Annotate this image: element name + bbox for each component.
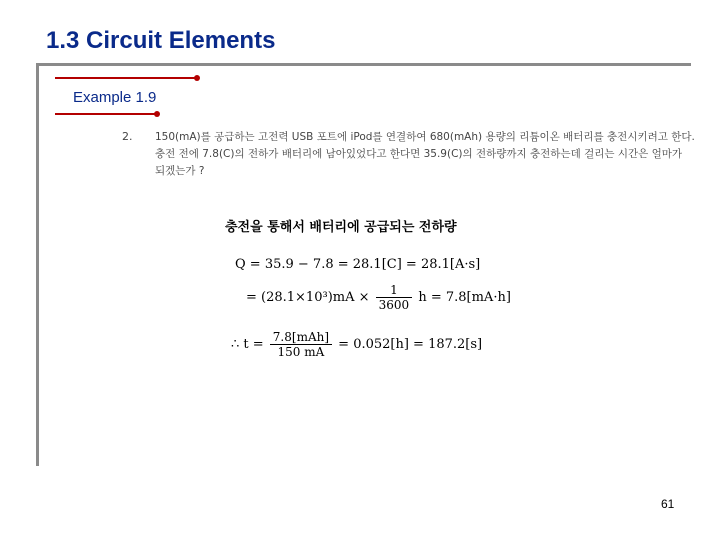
example-top-dot <box>194 75 200 81</box>
fraction-denominator: 3600 <box>378 298 410 312</box>
example-top-line <box>55 77 197 79</box>
slide-title: 1.3 Circuit Elements <box>46 27 276 54</box>
equation-subtitle: 충전을 통해서 배터리에 공급되는 전하량 <box>225 220 457 235</box>
title-divider <box>36 63 691 66</box>
equation-line-1 <box>231 252 481 278</box>
example-bottom-line <box>55 113 157 115</box>
equation-line-3-fraction <box>270 330 332 359</box>
equation-line-2-suffix: h = 7.8[mA·h] <box>418 290 511 305</box>
equation-line-2-prefix: = (28.1×10³)mA × <box>246 290 370 305</box>
fraction-numerator: 1 <box>376 283 413 298</box>
equation-line-3-prefix: ∴ t = <box>231 337 264 352</box>
example-bottom-dot <box>154 111 160 117</box>
example-label: Example 1.9 <box>73 89 157 106</box>
fraction-numerator: 7.8[mAh] <box>270 330 332 345</box>
page-number: 61 <box>661 497 675 511</box>
equation-line-1-text: Q = 35.9 − 7.8 = 28.1[C] = 28.1[A·s] <box>235 257 481 272</box>
equation-line-2-fraction <box>376 283 413 312</box>
equation-line-3-suffix: = 0.052[h] = 187.2[s] <box>338 337 483 352</box>
problem-text: 150(mA)를 공급하는 고전력 USB 포트에 iPod를 연결하여 680(mAh) 용량의 리튬이온 배터리를 충전시키려고 한다. 충전 전에 7.8(C)의 전하가 배터리에 남아있었다고 한다면 35.9(C)의 전하량까지 충전하는데 걸리는 시간은 얼마가 되겠는가 ? <box>155 131 695 177</box>
fraction-denominator: 150 mA <box>277 345 325 359</box>
equation-line-3 <box>227 330 483 368</box>
equation-line-2 <box>242 283 511 319</box>
left-margin-rule <box>36 63 39 466</box>
problem-number: 2. <box>122 130 133 143</box>
